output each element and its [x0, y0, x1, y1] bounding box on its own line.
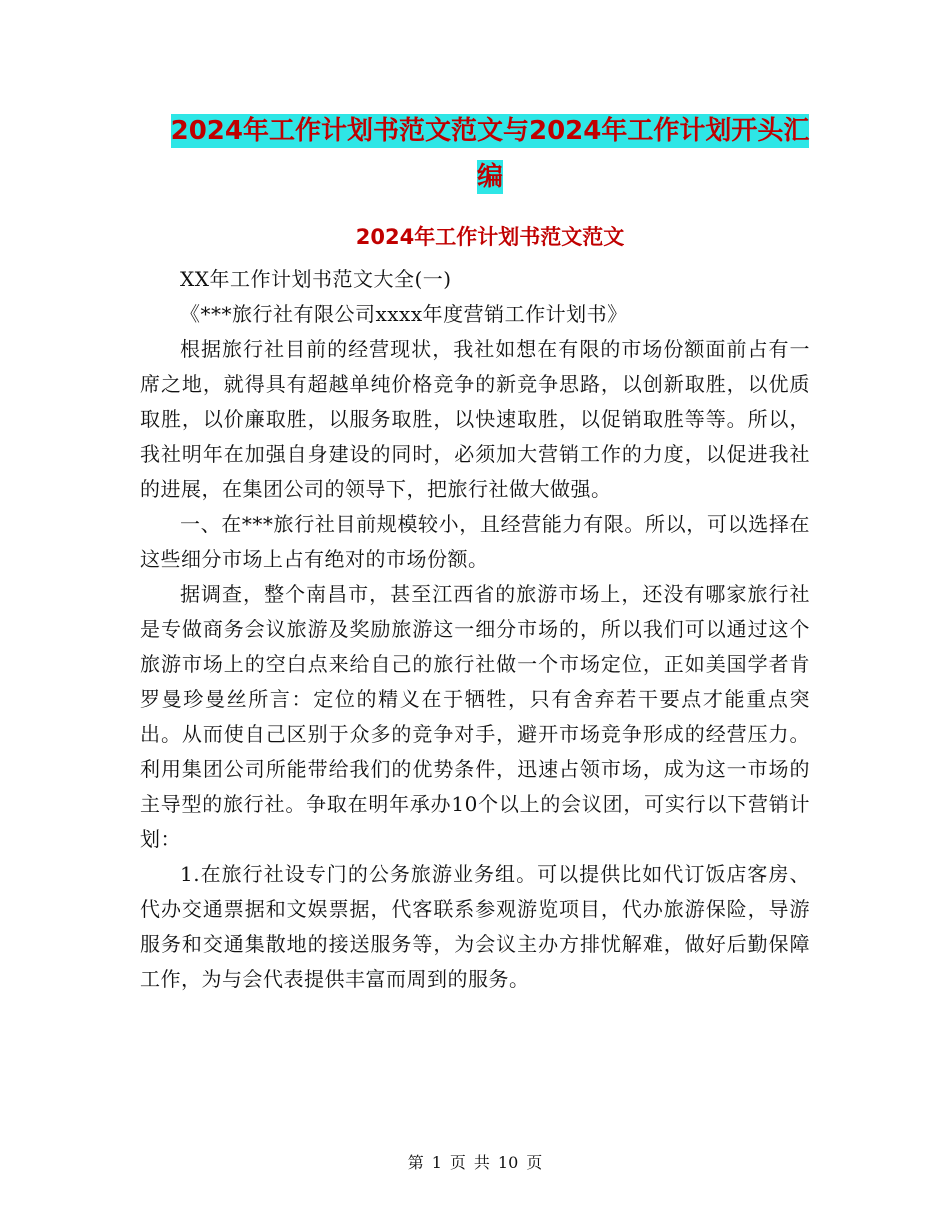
paragraph-heading: XX年工作计划书范文大全(一) — [180, 267, 452, 291]
footer-current-page: 1 — [431, 1153, 442, 1172]
paragraph-point-one: 一、在***旅行社目前规模较小，且经营能力有限。所以，可以选择在这些细分市场上占有绝对的市场份额。 — [140, 512, 810, 571]
document-title-line1: 2024年工作计划书范文范文与2024年工作计划开头汇 — [170, 116, 810, 146]
footer-prefix: 第 — [407, 1153, 424, 1172]
footer-mid: 页 — [449, 1153, 466, 1172]
paragraph-intro: 根据旅行社目前的经营现状，我社如想在有限的市场份额面前占有一席之地，就得具有超越单纯价格竞争的新竞争思路，以创新取胜，以优质取胜，以价廉取胜，以服务取胜，以快速取胜，以促销取胜等等。所以，我社明年在加强自身建设的同时，必须加大营销工作的力度，以促进我社的进展，在集团公司的领导下，把旅行社做大做强。 — [140, 337, 810, 501]
footer-suffix: 页 — [526, 1153, 543, 1172]
paragraph-plan-item-1: 1.在旅行社设专门的公务旅游业务组。可以提供比如代订饭店客房、代办交通票据和文娱票据，代客联系参观游览项目，代办旅游保险，导游服务和交通集散地的接送服务等，为会议主办方排忧解难，做好后勤保障工作，为与会代表提供丰富而周到的服务。 — [140, 862, 810, 991]
footer-total-label: 共 — [473, 1153, 490, 1172]
footer-total-pages: 10 — [497, 1153, 519, 1172]
document-body — [140, 262, 810, 997]
page-footer — [0, 1152, 950, 1174]
paragraph-book-title: 《***旅行社有限公司xxxx年度营销工作计划书》 — [180, 302, 628, 326]
document-title-line2: 编 — [476, 162, 503, 192]
document-title — [140, 108, 840, 200]
section-title: 2024年工作计划书范文范文 — [355, 225, 625, 249]
paragraph-survey: 据调查，整个南昌市，甚至江西省的旅游市场上，还没有哪家旅行社是专做商务会议旅游及奖励旅游这一细分市场的，所以我们可以通过这个旅游市场上的空白点来给自己的旅行社做一个市场定位，正如美国学者肯罗曼珍曼丝所言：定位的精义在于牺牲，只有舍弃若干要点才能重点突出。从而使自己区别于众多的竞争对手，避开市场竞争形成的经营压力。利用集团公司所能带给我们的优势条件，迅速占领市场，成为这一市场的主导型的旅行社。争取在明年承办10个以上的会议团，可实行以下营销计划： — [140, 582, 810, 851]
